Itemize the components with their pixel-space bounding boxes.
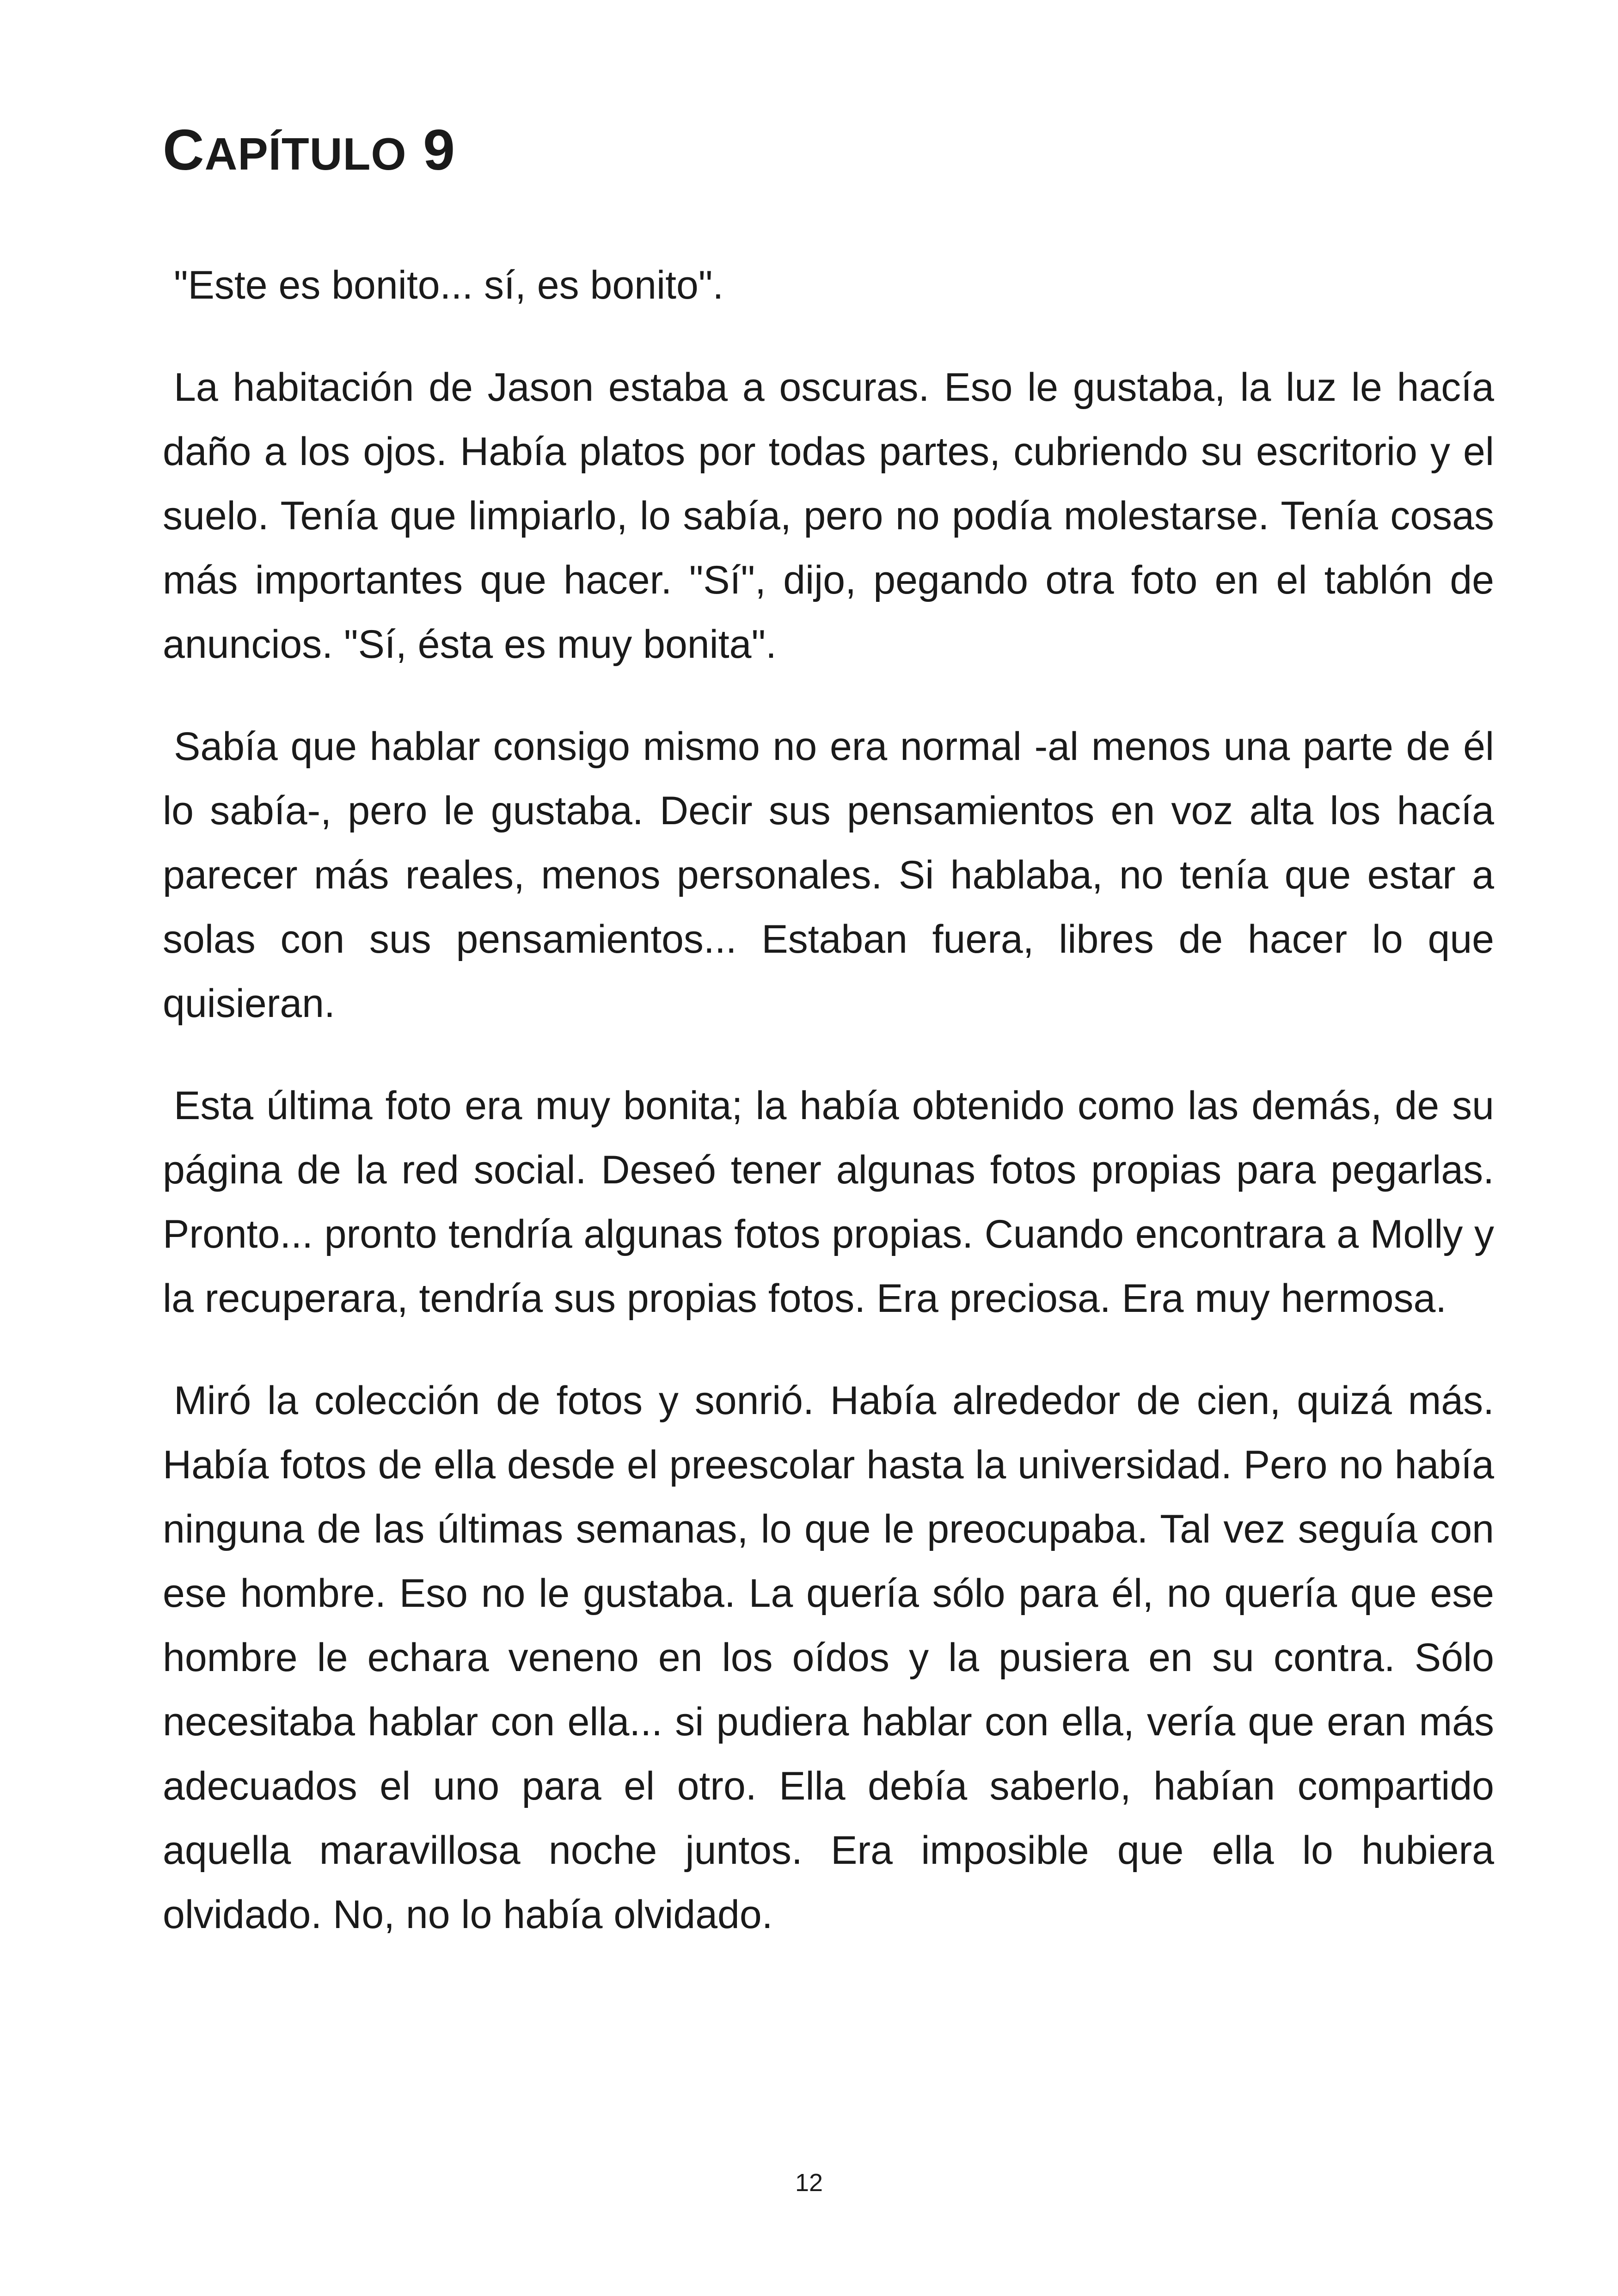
paragraph: La habitación de Jason estaba a oscuras. Eso le gustaba, la luz le hacía daño a los ojos. Había platos por todas partes, cubriendo su escritorio y el suelo. Tenía que limpiarlo, lo sabía, pero no podía molestarse. Tenía cosas más importantes que hacer. "Sí", dijo, pegando otra foto en el tablón de anuncios. "Sí, ésta es muy bonita". bbox=[163, 365, 1494, 667]
paragraph: Miró la colección de fotos y sonrió. Había alrededor de cien, quizá más. Había fotos de ella desde el preescolar hasta la universidad. Pero no había ninguna de las últimas semanas, lo que le preocupaba. Tal vez seguía con ese hombre. Eso no le gustaba. La quería sólo para él, no quería que ese hombre le echara veneno en los oídos y la pusiera en su contra. Sólo necesitaba hablar con ella... si pudiera hablar con ella, vería que eran más adecuados el uno para el otro. Ella debía saberlo, habían compartido aquella maravillosa noche juntos. Era imposible que ella lo hubiera olvidado. No, no lo había olvidado. bbox=[163, 1378, 1494, 1937]
page-number: 12 bbox=[795, 2169, 823, 2197]
chapter-title bbox=[163, 116, 455, 189]
chapter-title-word: APÍTULO bbox=[204, 129, 407, 179]
paragraph: Sabía que hablar consigo mismo no era normal -al menos una parte de él lo sabía-, pero le gustaba. Decir sus pensamientos en voz alta los hacía parecer más reales, menos personales. Si hablaba, no tenía que estar a solas con sus pensamientos... Estaban fuera, libres de hacer lo que quisieran. bbox=[163, 724, 1494, 1026]
paragraph: "Este es bonito... sí, es bonito". bbox=[174, 263, 724, 307]
chapter-number: 9 bbox=[423, 118, 456, 182]
chapter-body bbox=[163, 253, 1494, 1985]
chapter-title-initial: C bbox=[163, 118, 205, 182]
paragraph: Esta última foto era muy bonita; la había obtenido como las demás, de su página de la red social. Deseó tener algunas fotos propias para pegarlas. Pronto... pronto tendría algunas fotos propias. Cuando encontrara a Molly y la recuperara, tendría sus propias fotos. Era preciosa. Era muy hermosa. bbox=[163, 1084, 1494, 1321]
